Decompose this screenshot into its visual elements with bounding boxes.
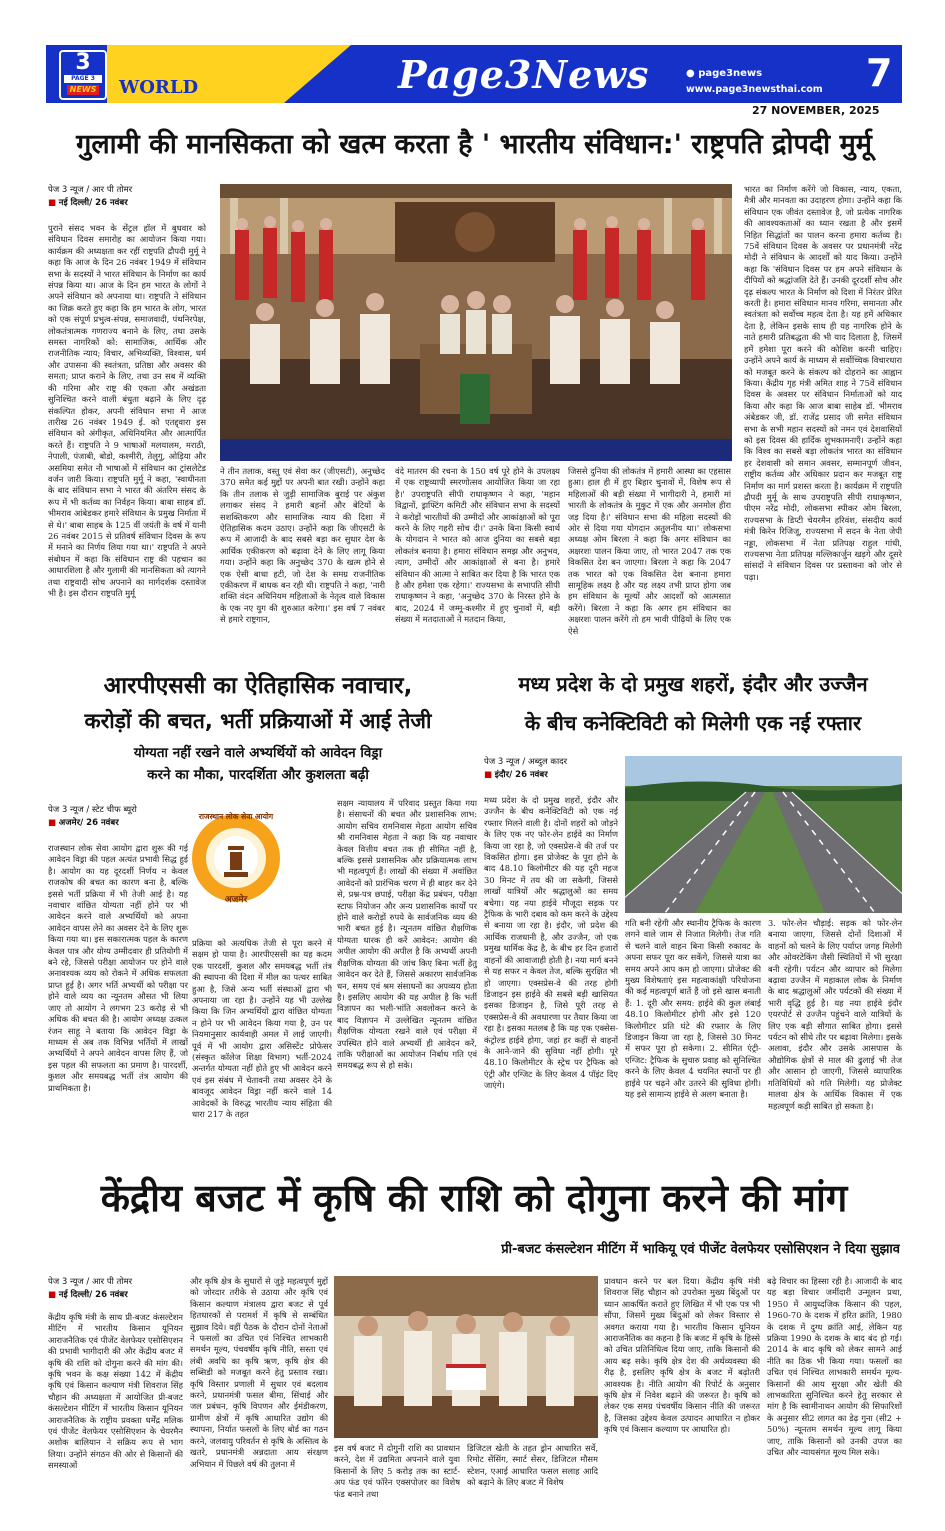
story3-byline — [484, 756, 634, 782]
story1-col3: वंदे मातरम की रचना के 150 वर्ष पूरे होने के उपलक्ष्य में एक राष्ट्रव्यापी स्मरणोत्सव आयोजित किया जा रहा है।' उपराष्ट्रपति सीपी राधाकृष्णन ने कहा, 'महान विद्वानों, ड्राफ्टिंग कमिटी और संविधान सभा के सदस्यों ने करोड़ों भारतीयों की उम्मीदों और आकांक्षाओं को पूरा करने के लिए गहरी सोच दी।' उनके बिना किसी स्वार्थ के योगदान ने भारत को आज दुनिया का सबसे बड़ा लोकतंत्र बनाया है। हमारा संविधान समझ और अनुभव, त्याग, उम्मीदों और आकांक्षाओं से बना है। हमारे संविधान की आत्मा ने साबित कर दिया है कि भारत एक है और हमेशा एक रहेगा।' राज्यसभा के सभापति सीपी राधाकृष्णन ने कहा, 'अनुच्छेद 370 के निरस्त होने के बाद, 2024 में जम्मू-कश्मीर में हुए चुनावों में, बड़ी संख्या में मतदाताओं ने मतदान किया, — [395, 466, 560, 625]
section-label: WORLD — [119, 77, 199, 98]
logo-number: 3 — [75, 50, 91, 75]
story3-reporter: पेज 3 न्यूज / अब्दुल कादर — [484, 757, 568, 767]
page-number: 7 — [866, 51, 893, 95]
story1-col1: पुराने संसद भवन के सेंट्रल हॉल में बुधवार को संविधान दिवस समारोह का आयोजन किया गया। कार्यक्रम की अध्यक्षता कर रहीं राष्ट्रपति द्रौपदी मुर्मू ने कहा कि आज के दिन 26 नवंबर 1949 में संविधान सभा के सदस्यों ने भारत संविधान के निर्माण का कार्य संपन्न किया था। आज के दिन हम भारत के लोगों ने अपने संविधान को अपनाया था। राष्ट्रपति ने संविधान का जिक्र करते हुए कहा कि हम भारत के लोग, भारत को एक संपूर्ण प्रभुत्व-संपन्न, समाजवादी, पंथनिरपेक्ष, लोकतंत्रात्मक गणराज्य बनाने के लिए, तथा उसके समस्त नागरिकों को: सामाजिक, आर्थिक और राजनीतिक न्याय; विचार, अभिव्यक्ति, विश्वास, धर्म और उपासना की स्वतंत्रता, प्रतिष्ठा और अवसर की समता; प्राप्त कराने के लिए, तथा उन सब में व्यक्ति की गरिमा और राष्ट्र की एकता और अखंडता सुनिश्चित करने वाली बंधुता बढ़ाने के लिए दृढ़ संकल्पित होकर, अपनी संविधान सभा में आज तारीख 26 नवंबर 1949 ई. को एतद्द्वारा इस संविधान को अंगीकृत, अधिनियमित और आत्मार्पित करते हैं। राष्ट्रपति ने 9 भाषाओं मलयालम, मराठी, नेपाली, पंजाबी, बोडो, कश्मीरी, तेलुगु, ओड़िया और असमिया समेत नौ भाषाओं में संविधान का ट्रांसलेटेड वर्जन जारी किया। राष्ट्रपति मुर्मू ने कहा, 'स्वाधीनता के बाद संविधान सभा ने भारत की अंतरिम संसद के रूप में भी कर्तव्य का निर्वहन किया। बाबा साहब डॉ. भीमराव आंबेडकर हमारे संविधान के प्रमुख निर्माता में से थे।' बाबा साहब के 125 वीं जयंती के वर्ष में यानी 26 नवंबर 2015 से प्रतिवर्ष संविधान दिवस के रूप में मनाने का निर्णय लिया गया था।' राष्ट्रपति ने अपने संबोधन में कहा कि संविधान राष्ट्र की पहचान का आधारशिला है और गुलामी की मानसिकता को त्यागने तथा राष्ट्रवादी सोच अपनाने का मार्गदर्शक दस्तावेज भी है। इस दौरान राष्ट्रपति मुर्मू — [48, 223, 206, 598]
social-handle: page3news — [698, 68, 763, 79]
story2-col3: सक्षम न्यायालय में परिवाद प्रस्तुत किया गया है। संसाधनों की बचत और प्रशासनिक लाभ: आयोग सचिव रामनिवास मेहता आयोग सचिव श्री रामनिवास मेहता ने कहा कि यह नवाचार केवल वित्तीय बचत तक ही सीमित नहीं है, बल्कि इससे प्रशासनिक और प्रक्रियात्मक लाभ भी महत्वपूर्ण हैं। लाखों की संख्या में अवांछित आवेदनों को प्रारंभिक चरण में ही बाहर कर देने से, प्रश्न-पत्र छपाई, परीक्षा केंद्र प्रबंधन, परीक्षा स्टाफ नियोजन और अन्य प्रशासनिक कार्यों पर होने वाले करोड़ों रुपये के सार्वजनिक व्यय की भारी बचत हुई है। न्यूनतम वांछित शैक्षणिक योग्यता धारक ही करें आवेदन: आयोग की अपील आयोग की अपील है कि अभ्यर्थी अपनी शैक्षणिक योग्यता की जांच किए बिना भर्ती हेतु आवेदन कर देते हैं, जिससे अकारण सार्वजनिक धन, समय एवं श्रम संसाधनों का अपव्यय होता है। इसलिए आयोग की यह अपील है कि भर्ती विज्ञापन का भली-भांति अवलोकन करने के बाद विज्ञापन में उल्लेखित न्यूनतम वांछित शैक्षणिक योग्यता रखने वाले एवं परीक्षा में उपस्थित होने वाले अभ्यर्थी ही आवेदन करें, ताकि परीक्षाओं का आयोजन निर्बाध गति एवं समयबद्ध रूप से हो सके। — [337, 798, 477, 1071]
story1-byline — [48, 184, 198, 210]
story4-col1: केंद्रीय कृषि मंत्री के साथ प्री-बजट कंसल्टेशन मीटिंग में भारतीय किसान यूनियन आराजनैतिक एवं पीजेंट वेलफेयर एसोसिएशन की प्रभावी भागीदारी की और केंद्रीय बजट में कृषि की राशि को दोगुना करने की मांग की। कृषि भवन के कक्ष संख्या 142 में केंद्रीय कृषि एवं किसान कल्याण मंत्री शिवराज सिंह चौहान की अध्यक्षता में आयोजित प्री-बजट कंसल्टेशन मीटिंग में भारतीय किसान यूनियन आराजनैतिक के राष्ट्रीय प्रवक्ता धर्मेंद्र मलिक एवं पीजेंट वेलफेयर एसोसिएशन के चेयरमैन अशोक बालियान ने सक्रिय रूप से भाग लिया। उन्होंने संगठन की ओर से किसानों की समस्याओं — [48, 1312, 183, 1471]
story1-photo-svg — [220, 184, 732, 461]
story1-dateline: ■ नई दिल्ली/ 26 नवंबर — [48, 198, 128, 208]
story2-dateline: ■ अजमेर/ 26 नवंबर — [48, 818, 119, 828]
newspaper-title: Page3News — [398, 52, 650, 97]
story3-photo-svg — [625, 756, 902, 913]
story4-reporter: पेज 3 न्यूज / आर पी तोमर — [48, 1277, 133, 1287]
story2-col2: प्रक्रिया को अत्यधिक तेजी से पूरा करने में सक्षम हो पाया है। आरपीएससी का यह कदम एक पारदर्शी, कुशल और समयबद्ध भर्ती तंत्र की स्थापना की दिशा में मील का पत्थर साबित हुआ है, जिसे अन्य भर्ती संस्थाओं द्वारा भी अपनाया जा रहा है। उन्होंने यह भी उल्लेख किया कि जिन अभ्यर्थियों द्वारा वांछित योग्यता न होने पर भी आवेदन किया गया है, उन पर नियमानुसार कार्यवाही अमल में लाई जाएगी। पूर्व में भी आयोग द्वारा असिस्टेंट प्रोफेसर (संस्कृत कॉलेज शिक्षा विभाग) भर्ती-2024 अन्तर्गत योग्यता नहीं होते हुए भी आवेदन करने एवं इस संबंध में चेतावनी तथा अवसर देने के बावजूद आवेदन विड्रा नहीं करने वाले 14 आवेदकों के विरुद्ध भारतीय न्याय संहिता की धारा 217 के तहत — [192, 938, 332, 1120]
story4-subhead: प्री-बजट कंसल्टेशन मीटिंग में भाकियू एवं पीजेंट वेलफेयर एसोसिएशन ने दिया सुझाव — [501, 1242, 900, 1257]
story1-headline: गुलामी की मानसिकता को खत्म करता है ' भारतीय संविधान:' राष्ट्रपति द्रोपदी मुर्मू — [76, 129, 872, 160]
story3-headline-line1: मध्य प्रदेश के दो प्रमुख शहरों, इंदौर और उज्जैन — [518, 672, 868, 696]
story3-dateline: ■ इंदौर/ 26 नवंबर — [484, 770, 548, 780]
story4-col3: इस वर्ष बजट में दोगुनी राशि का प्रावधान करने, देश में उद्यमिता अपनाने वाले युवा किसानों के लिए 5 करोड़ तक का स्टार्ट-अप फंड एवं फॉरेन एक्सपोजर का विशेष फंड बनाने तथा — [334, 1443, 460, 1499]
story2-col1: राजस्थान लोक सेवा आयोग द्वारा शुरू की गई आवेदन विड्रा की पहल अत्यंत प्रभावी सिद्ध हुई है। आयोग का यह दूरदर्शी निर्णय न केवल राजकोष की बचत का कारण बना है, बल्कि इससे भर्ती प्रक्रिया में भी तेजी आई है। यह नवाचार वांछित योग्यता नहीं होने पर भी आवेदन करने वाले अभ्यर्थियों को अपना आवेदन वापस लेने का अवसर देने के लिए शुरू किया गया था। इस सकारात्मक पहल के कारण केवल पात्र और योग्य उम्मीदवार ही प्रतियोगी में बने रहे, जिससे परीक्षा आयोजन पर होने वाले अनावश्यक व्यय को रोकने में अधिक सफलता प्राप्त हुई है। अगर भर्ति अभ्यर्थी को परीक्षा पर होने वाले व्यय का न्यूनतम औसत भी लिया जाए तो आयोग ने लगभग 23 करोड़ से भी अधिक की बचत की है। आयोग अध्यक्ष उत्कल रंजन साहू ने बताया कि आवेदन विड्रा के माध्यम से अब तक विभिन्न भर्तियों में लाखों अभ्यर्थियों ने अपने आवेदन वापस लिए हैं, जो इस पहल की सफलता का प्रमाण है। पारदर्शी, कुशल और समयबद्ध भर्ती तंत्र आयोग की प्राथमिकता है। — [48, 843, 188, 1093]
story4-col4: प्रावधान करने पर बल दिया। केंद्रीय कृषि मंत्री शिवराज सिंह चौहान को उपरोक्त मुख्य बिंदुओं पर ध्यान आकर्षित कराते हुए लिखित में भी एक पत्र भी सौंपा, जिसमें मुख्य बिंदुओं को लेकर विस्तार से अवगत कराया गया है। भारतीय किसान यूनियन आराजनैतिक का कहना है कि बजट में कृषि के हिस्से को उचित प्रतिनिधित्व दिया जाए, ताकि किसानों की आय बढ़ सके। कृषि क्षेत्र देश की अर्थव्यवस्था की रीढ़ है, इसलिए कृषि क्षेत्र के बजट में बढ़ोतरी आवश्यक है। नीति आयोग की रिपोर्ट के अनुसार कृषि क्षेत्र में निवेश बढ़ाने की जरूरत है। कृषि को लेकर एक समग्र पंचवर्षीय किसान नीति की जरूरत है, जिसका उद्देश्य केवल उत्पादन आधारित न होकर कृषि एवं किसान कल्याण पर आधारित हो। — [604, 1276, 760, 1435]
logo-text: PAGE 3 — [64, 75, 102, 83]
issue-date: 27 NOVEMBER, 2025 — [752, 104, 880, 117]
story1-col5: भारत का निर्माण करेंगे जो विकास, न्याय, एकता, मैत्री और मानवता का उदाहरण होगा। उन्होंने कहा कि संविधान एक जीवंत दस्तावेज है, जो प्रत्येक नागरिक की आवश्यकताओं का ध्यान रखता है और इसमें निहित सिद्धांतों का पालन करना हमारा कर्तव्य है। 75वें संविधान दिवस के अवसर पर प्रधानमंत्री नरेंद्र मोदी ने संविधान के आदर्शों को याद किया। उन्होंने कहा कि 'संविधान दिवस पर हम अपने संविधान के दीपियों को श्रद्धांजलि देते हैं। उनकी दूरदर्शी सोच और दृढ़ संकल्प भारत के निर्माण को दिशा में निरंतर प्रेरित करती है। हमारा संविधान मानव गरिमा, समानता और स्वतंत्रता को सर्वोच्च महत्व देता है। यह हमें अधिकार देता है, लेकिन इसके साथ ही यह नागरिक होने के नाते हमारी प्रतिबद्धता की भी याद दिलाता है, जिसमें हमें हमेशा पूरा करने की कोशिश करनी चाहिए। उन्होंने अपने कार्य के माध्यम से सर्वोच्चिक विचारधारा को मजबूत करने के संकल्प को दोहराने का आह्वान किया। केंद्रीय गृह मंत्री अमित शाह ने 75वें संविधान दिवस के अवसर पर संविधान निर्माताओं को याद किया और कहा कि आज बाबा साहेब डॉ. भीमराव अंबेडकर जी, डॉ. राजेंद्र प्रसाद जी समेत संविधान सभा के सभी महान सदस्यों को नमन एवं देशवासियों को इस दिवस की हार्दिक शुभकामनाएँ। उन्होंने कहा कि विश्व का सबसे बड़ा लोकतंत्र भारत का संविधान हर देशवासी को समान अवसर, सम्मानपूर्ण जीवन, राष्ट्रीय कर्तव्य और अधिकार प्रदान कर मजबूत राष्ट्र निर्माण का मार्ग प्रशस्त करता है। कार्यक्रम में राष्ट्रपति द्रौपदी मुर्मू के साथ उपराष्ट्रपति सीपी राधाकृष्णन, पीएम नरेंद्र मोदी, लोकसभा स्पीकर ओम बिरला, राज्यसभा के डिप्टी चेयरमैन हरिवंश, संसदीय कार्य मंत्री किरेन रिजिजू, राज्यसभा में सदन के नेता जेपी नड्डा, लोकसभा में नेता प्रतिपक्ष राहुल गांधी, राज्यसभा नेता प्रतिपक्ष मल्लिकार्जुन खड़गे और दूसरे सांसदों ने संविधान दिवस पर प्रस्तावना को जोर से पढ़ा। — [744, 184, 902, 582]
story4-dateline-text: नई दिल्ली/ 26 नवंबर — [58, 1290, 128, 1300]
story4-photo-meeting — [334, 1276, 598, 1438]
story2-dateline-text: अजमेर/ 26 नवंबर — [58, 818, 119, 828]
masthead — [46, 45, 902, 103]
page3-logo[interactable] — [59, 50, 107, 100]
logo-sub: NEWS — [67, 85, 99, 95]
story3-dateline-text: इंदौर/ 26 नवंबर — [494, 770, 548, 780]
story2-subhead-line1: योग्यता नहीं रखने वाले अभ्यर्थियों को आवेदन विड्रा — [133, 745, 383, 761]
rpsc-emblem — [190, 806, 282, 916]
story4-photo-svg — [334, 1276, 598, 1438]
story2-subhead-line2: करने का मौका, पारदर्शिता और कुशलता बढ़ी — [147, 767, 369, 783]
story1-photo-constitution-day — [220, 184, 732, 461]
story4-col5: डिजिटल खेती के तहत ड्रोन आधारित सर्वे, रिमोट सेंसिंग, स्मार्ट सेंसर, डिजिटल मौसम स्टेशन, एआई आधारित फसल सलाह आदि को बढ़ाने के लिए बजट में विशेष — [467, 1443, 598, 1488]
website-url[interactable]: www.page3newsthai.com — [686, 84, 823, 95]
story3-col1: मध्य प्रदेश के दो प्रमुख शहरों, इंदौर और उज्जैन के बीच कनेक्टिविटी को एक नई रफ्तार मिलने वाली है। दोनों शहरों को जोड़ने के लिए एक नए फोर-लेन हाईवे का निर्माण किया जा रहा है, जो एक्सप्रेस-वे की तर्ज पर विकसित होगा। इस प्रोजेक्ट के पूरा होने के बाद 48.10 किलोमीटर की यह दूरी महज 30 मिनट में तय की जा सकेगी, जिससे लाखों यात्रियों और श्रद्धालुओं का समय बचेगा। यह नया हाईवे मौजूदा सड़क पर ट्रैफिक के भारी दबाव को कम करने के उद्देश्य से बनाया जा रहा है। इंदौर, जो प्रदेश की आर्थिक राजधानी है, और उज्जैन, जो एक प्रमुख धार्मिक केंद्र है, के बीच हर दिन हजारों वाहनों की आवाजाही होती है। नया मार्ग बनने से यह सफर न केवल तेज, बल्कि सुरक्षित भी हो जाएगा। एक्सप्रेस-वे की तरह होगी डिजाइन इस हाईवे की सबसे बड़ी खासियत इसका डिजाइन है, जिसे पूरी तरह से एक्सप्रेस-वे की अवधारणा पर तैयार किया जा रहा है। इसका मतलब है कि यह एक एक्सेस-कंट्रोल्ड हाईवे होगा, जहां हर कहीं से वाहनों के आने-जाने की सुविधा नहीं होगी। पूरे 48.10 किलोमीटर के स्ट्रेच पर ट्रैफिक को एंट्री और एग्जिट के लिए केवल 4 पॉइंट दिए जाएंगे। — [484, 795, 618, 1091]
story2-reporter: पेज 3 न्यूज / स्टेट चीफ ब्यूरो — [48, 805, 137, 815]
story1-col4: जिससे दुनिया की लोकतंत्र में हमारी आस्था का एहसास हुआ। हाल ही में हुए बिहार चुनावों में, विशेष रूप से महिलाओं की बड़ी संख्या में भागीदारी ने, हमारी मां भारती के लोकतंत्र के मुकुट में एक और अनमोल हीरा जड़ दिया है।' संविधान सभा की महिला सदस्यों की ओर से दिया गया योगदान अतुलनीय था।' लोकसभा अध्यक्ष ओम बिरला ने कहा कि अगर संविधान का अक्षरशः पालन किया जाए, तो भारत 2047 तक एक विकसित देश बन जाएगा। बिरला ने कहा कि 2047 तक भारत को एक विकसित देश बनाना हमारा सामूहिक लक्ष्य है और यह लक्ष्य तभी प्राप्त होगा जब हम संविधान के मूल्यों और आदर्शों को आत्मसात करेंगे। बिरला ने कहा कि अगर हम संविधान का अक्षरशः पालन करेंगे तो हम भावी पीढ़ियों के लिए एक ऐसे — [568, 466, 731, 636]
story4-byline — [48, 1276, 198, 1302]
story4-col2: और कृषि क्षेत्र के सुधारों से जुड़े महत्वपूर्ण मुद्दों को जोरदार तरीके से उठाया और कृषि एवं किसान कल्याण मंत्रालय द्वारा बजट से पूर्व हितधारकों से परामर्श में कृषि से सम्बंधित सुझाव दिये। वहीं पैठक के दौरान दोनों नेताओं ने फसलों का उचित एवं निश्चित लाभकारी समर्थन मूल्य, पंचवर्षीय कृषि नीति, सस्ता एवं लंबी अवधि का कृषि ऋण, कृषि क्षेत्र की सब्सिडी को मजबूत करने हेतु प्रस्ताव रखा। कृषि विस्तार प्रणाली में सुधार एवं बदलाव करने, प्रधानमंत्री फसल बीमा, सिंचाई और जल प्रबंधन, कृषि विपणन और ईमंडीकरण, ग्रामीण क्षेत्रों में कृषि आधारित उद्योग की स्थापना, निर्यात फसलों के लिए बोर्ड का गठन करने, जलवायु परिवर्तन से कृषि के अस्तित्व के खतरे, प्रधानमंत्री अन्नदाता आय संरक्षण अभियान में पिछले वर्ष की तुलना में — [190, 1276, 328, 1469]
social-handle-row — [686, 67, 762, 81]
story2-headline-line1: आरपीएससी का ऐतिहासिक नवाचार, — [103, 673, 413, 699]
story3-headline-line2: के बीच कनेक्टिविटी को मिलेगी एक नई रफ्तार — [524, 711, 862, 735]
story4-col6: बढ़े विचार का हिस्सा रही है। आजादी के बाद यह बड़ा विचार जमींदारी उन्मूलन प्रथा, 1950 में आयुध्दजिक किसान की पहल, 1960-70 के दशक में हरित क्रांति, 1980 के दशक में दुग्ध क्रांति आई, लेकिन यह प्रक्रिया 1990 के दशक के बाद बंद हो गई। 2014 के बाद कृषि को लेकर सामने आई नीति का ठिक भी किया गया। फसलों का उचित एवं निश्चित लाभकारी समर्थन मूल्य- किसानों की आय सुरक्षा और खेती की लाभकारिता सुनिश्चित करने हेतु सरकार से मांग है कि स्वामीनाथन आयोग की सिफारिशों के अनुसार सी2 लागत का डेढ़ गुना (सी2 + 50%) न्यूनतम समर्थन मूल्य लागू किया जाए, ताकि किसानों को उनकी उपज का उचित और न्यायसंगत मूल्य मिल सके। — [767, 1276, 902, 1458]
story2-byline — [48, 804, 198, 830]
story3-col3: 3. फोर-लेन चौड़ाई: सड़क को फोर-लेन बनाया जाएगा, जिससे दोनों दिशाओं में वाहनों को चलने के लिए पर्याप्त जगह मिलेगी और ओवरटेकिंग जैसी स्थितियों में भी सुरक्षा बनी रहेगी। पर्यटन और व्यापार को मिलेगा बढ़ावा उज्जैन में महाकाल लोक के निर्माण के बाद श्रद्धालुओं और पर्यटकों की संख्या में भारी वृद्धि हुई है। यह नया हाईवे इंदौर एयरपोर्ट से उज्जैन पहुंचने वाले यात्रियों के लिए एक बड़ी सौगात साबित होगा। इससे पर्यटन को सीधे तौर पर बढ़ावा मिलेगा। इसके अलावा, इंदौर और उसके आसपास के औद्योगिक क्षेत्रों से माल की ढुलाई भी तेज और आसान हो जाएगी, जिससे व्यापारिक गतिविधियों को गति मिलेगी। यह प्रोजेक्ट मालवा क्षेत्र के आर्थिक विकास में एक महत्वपूर्ण कड़ी साबित हो सकता है। — [768, 918, 902, 1111]
story1-reporter: पेज 3 न्यूज / आर पी तोमर — [48, 185, 133, 195]
story1-col2: ने तीन तलाक, वस्तु एवं सेवा कर (जीएसटी), अनुच्छेद 370 समेत कई मुद्दों पर अपनी बात रखी। उन्होंने कहा कि तीन तलाक से जुड़ी सामाजिक बुराई पर अंकुश लगाकर संसद ने हमारी बहनों और बेटियों के सशक्तिकरण और सामाजिक न्याय की दिशा में ऐतिहासिक कदम उठाए। उन्होंने कहा कि जीएसटी के रूप में आजादी के बाद सबसे बड़ा कर सुधार देश के आर्थिक एकीकरण को बढ़ावा देने के लिए लागू किया गया। उन्होंने कहा कि अनुच्छेद 370 के खत्म होने से एक ऐसी बाधा हटी, जो देश के समग्र राजनीतिक एकीकरण में बाधक बन रही थी। राष्ट्रपति ने कहा, 'नारी शक्ति वंदन अधिनियम महिलाओं के नेतृत्व वाले विकास के एक नए युग की शुरुआत करेगा।' इस वर्ष 7 नवंबर से हमारे राष्ट्रगान, — [220, 466, 385, 625]
story2-headline-line2: करोड़ों की बचत, भर्ती प्रक्रियाओं में आई तेजी — [84, 709, 432, 733]
story3-photo-highway — [625, 756, 902, 913]
story3-col2: गति बनी रहेगी और स्थानीय ट्रैफिक के कारण लगने वाले जाम से निजात मिलेगी। तेज गति से चलने वाले वाहन बिना किसी रुकावट के अपना सफर पूरा कर सकेंगे, जिससे यात्रा का समय अपने आप कम हो जाएगा। प्रोजेक्ट की मुख्य विशेषताएं इस महत्वाकांक्षी परियोजना की कई महत्वपूर्ण बातें हैं जो इसे खास बनाती हैं: 1. दूरी और समय: हाईवे की कुल लंबाई 48.10 किलोमीटर होगी और इसे 120 किलोमीटर प्रति घंटे की रफ्तार के लिए डिजाइन किया जा रहा है, जिससे 30 मिनट में सफर पूरा हो सकेगा। 2. सीमित एंट्री-एग्जिट: ट्रैफिक के सुचारु प्रवाह को सुनिश्चित करने के लिए केवल 4 चयनित स्थानों पर ही हाईवे पर चढ़ने और उतरने की सुविधा होगी। यह इसे सामान्य हाईवे से अलग बनाता है। — [625, 918, 761, 1100]
story1-dateline-text: नई दिल्ली/ 26 नवंबर — [58, 198, 128, 208]
rpsc-emblem-arc-text: राजस्थान लोक सेवा आयोग — [198, 812, 274, 821]
story4-dateline: ■ नई दिल्ली/ 26 नवंबर — [48, 1290, 128, 1300]
story4-headline: केंद्रीय बजट में कृषि की राशि को दोगुना करने की मांग — [100, 1176, 848, 1220]
social-icon: ● — [686, 68, 699, 79]
rpsc-emblem-city: अजमेर — [224, 895, 248, 905]
